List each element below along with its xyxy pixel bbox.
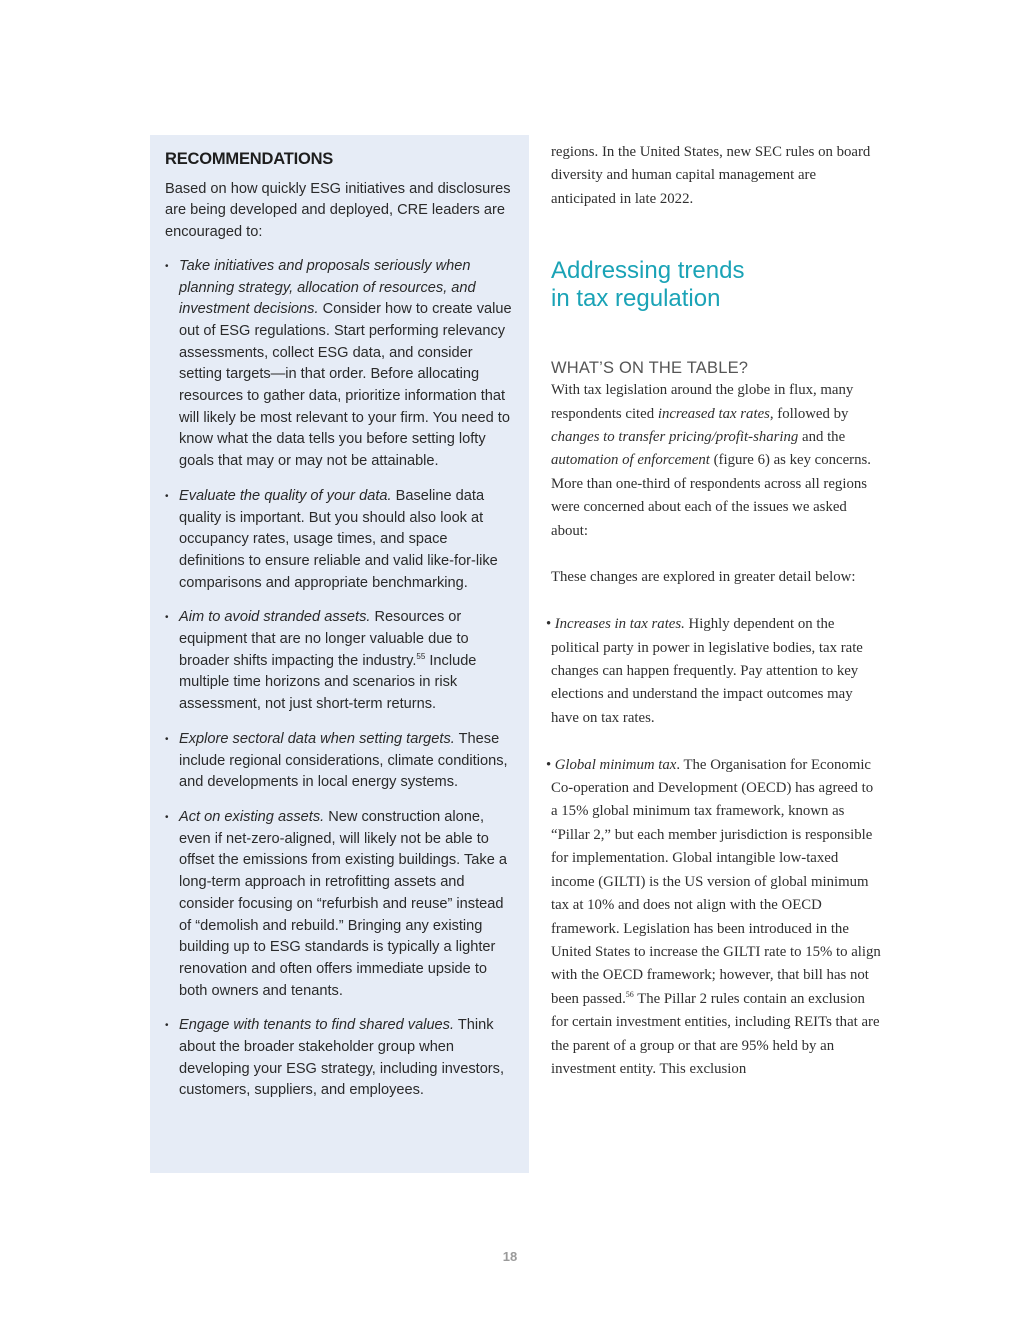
continuation-paragraph: regions. In the United States, new SEC rules on board diversity and human capital management are anticipated in late 2022.	[551, 144, 871, 207]
recommendation-body: Think about the broader stakeholder group when developing your ESG strategy, including investors, customers, suppliers, and employees.	[179, 1017, 505, 1099]
recommendation-body: Baseline data quality is important. But you should also look at occupancy rates, usage times, and space definitions to ensure reliable and valid like-for-like comparisons and appropriate benchmarking.	[179, 487, 498, 591]
bullet-icon: •	[546, 756, 552, 773]
section-title-line-1: Addressing trends	[551, 257, 745, 285]
recommendation-lead: Act on existing assets.	[179, 808, 325, 825]
bullet-icon: •	[165, 811, 169, 823]
recommendations-intro: Based on how quickly ESG initiatives and disclosures are being developed and deployed, CRE leaders are encouraged to:	[165, 180, 511, 241]
recommendation-item	[165, 256, 513, 473]
text-run: (figure 6) as key concerns. More than one-third of respondents across all regions were concerned about each of the issues we asked about:	[551, 452, 871, 539]
bullet-body: Highly dependent on the political party in power in legislative bodies, tax rate changes can happen frequently. Pay attention to key elections and understand the impact outcomes may have on tax rates.	[551, 616, 863, 726]
recommendation-item	[165, 807, 513, 1002]
bullet-body-cont: The Pillar 2 rules contain an exclusion for certain investment entities, including REITs that are the parent of a group or that are 95% held by an investment entity. This exclusion	[551, 990, 880, 1077]
bullet-global-minimum-tax	[546, 754, 881, 1082]
recommendation-item	[165, 607, 513, 716]
subheading: WHAT’S ON THE TABLE?	[551, 359, 749, 378]
recommendation-lead: Evaluate the quality of your data.	[179, 487, 392, 504]
bullet-icon: •	[546, 616, 552, 633]
bullet-icon: •	[165, 612, 169, 624]
emphasis-automation: automation of enforcement	[551, 452, 710, 469]
page-number: 18	[502, 1249, 518, 1264]
text-run: and the	[798, 429, 846, 446]
recommendations-sidebar	[150, 135, 529, 1173]
bullet-icon: •	[165, 1020, 169, 1032]
text-run: , followed by	[769, 405, 849, 422]
bullet-icon: •	[165, 490, 169, 502]
recommendation-item	[165, 729, 513, 794]
emphasis-increased-tax-rates: increased tax rates	[657, 405, 770, 422]
emphasis-transfer-pricing: changes to transfer pricing/profit-sharing	[551, 429, 799, 446]
recommendation-body-cont: Include multiple time horizons and scenarios in risk assessment, not just short-term returns.	[179, 652, 477, 713]
text-run: With tax legislation around the globe in flux, many respondents cited	[551, 382, 854, 422]
section-title-line-2: in tax regulation	[551, 285, 721, 313]
bullet-body: . The Organisation for Economic Co-operation and Development (OECD) has agreed to a 15% global minimum tax framework, known as “Pillar 2,” but each member jurisdiction is responsible for implementation. Global intangible low-taxed income (GILTI) is the US version of global minimum tax at 10% and does not align with the OECD framework. Legislation has been introduced in the United States to increase the GILTI rate to 15% to align with the OECD framework; however, that bill has not been passed.	[551, 756, 881, 1007]
recommendation-body: Resources or equipment that are no longer valuable due to broader shifts impacting the industry.	[179, 609, 469, 669]
recommendation-lead: Engage with tenants to find shared values.	[179, 1017, 455, 1034]
recommendations-heading: RECOMMENDATIONS	[165, 150, 334, 168]
bullet-tax-rates	[546, 613, 881, 730]
footnote-ref-55[interactable]: 55	[416, 651, 426, 661]
recommendation-body: These include regional considerations, climate conditions, and developments in local energy systems.	[179, 730, 508, 791]
bullet-icon: •	[165, 733, 169, 745]
intro-paragraph	[551, 379, 881, 543]
recommendations-list	[165, 256, 513, 1102]
recommendation-item	[165, 486, 513, 595]
recommendation-lead: Aim to avoid stranded assets.	[179, 609, 371, 626]
recommendation-lead: Take initiatives and proposals seriously when planning strategy, allocation of resources, and investment decisions.	[179, 257, 476, 318]
recommendation-lead: Explore sectoral data when setting targets.	[179, 730, 455, 747]
changes-paragraph: These changes are explored in greater detail below:	[551, 569, 856, 586]
footnote-ref-56[interactable]: 56	[625, 989, 634, 999]
section-title	[551, 257, 881, 313]
recommendation-item	[165, 1015, 513, 1102]
bullet-lead: Global minimum tax	[554, 756, 677, 773]
main-column	[546, 141, 881, 1081]
bullet-icon: •	[165, 260, 169, 272]
bullet-lead: Increases in tax rates.	[554, 616, 685, 633]
recommendation-body: Consider how to create value out of ESG regulations. Start performing relevancy assessments, collect ESG data, and consider setting targets—in that order. Before allocating resources to gather data, prioritize information that will likely be most relevant to your firm. You need to know what the data tells you before setting lofty goals that may or may not be attainable.	[179, 301, 512, 470]
recommendation-body: New construction alone, even if net-zero-aligned, will likely not be able to offset the emissions from existing buildings. Take a long-term approach in retrofitting assets and consider focusing on “refurbish and reuse” instead of “demolish and rebuild.” Bringing any existing building up to ESG standards is typically a lighter renovation and often offers immediate upside to both owners and tenants.	[179, 808, 507, 999]
